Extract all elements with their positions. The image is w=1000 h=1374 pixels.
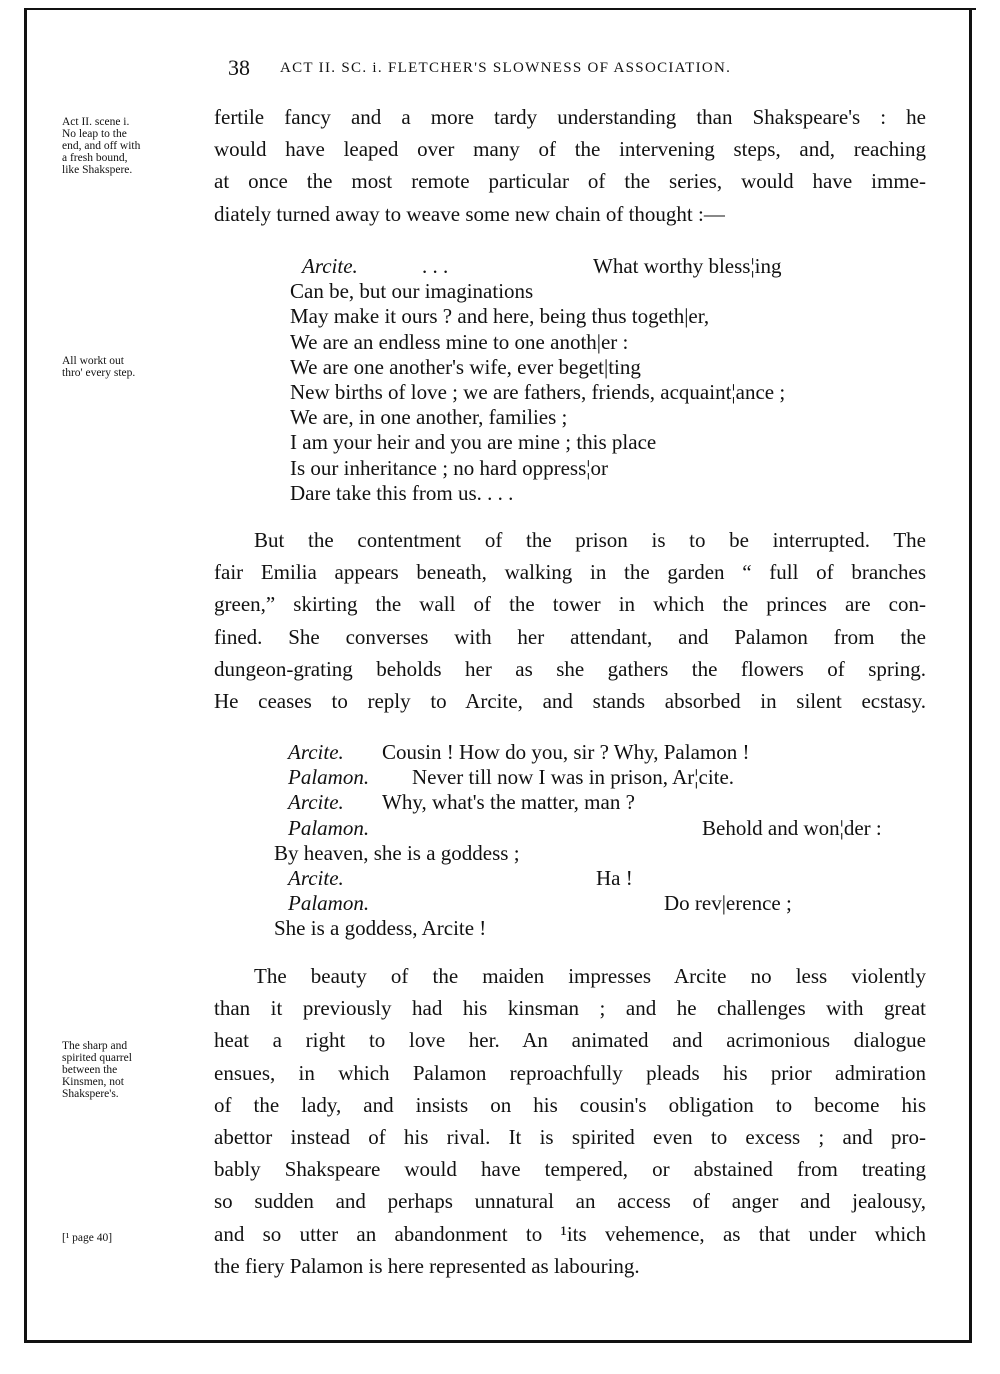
text-line: ensues, in which Palamon reproachfully pleads his prior admiration bbox=[214, 1060, 926, 1085]
text-line: heat a right to love her. An animated and acrimonious dialogue bbox=[214, 1028, 926, 1053]
verse-text: Do rev|erence ; bbox=[664, 891, 792, 916]
speaker-name: Arcite. bbox=[288, 790, 344, 815]
verse-line: She is a goddess, Arcite ! bbox=[274, 916, 487, 941]
text-line: He ceases to reply to Arcite, and stands absorbed in silent ecstasy. bbox=[214, 688, 926, 713]
text-line: so sudden and perhaps unnatural an access of anger and jealousy, bbox=[214, 1189, 926, 1214]
speaker-name: Arcite. bbox=[288, 740, 344, 764]
speaker-name: Palamon. bbox=[288, 765, 370, 790]
verse-text: Ha ! bbox=[596, 865, 633, 890]
paragraph-2 bbox=[214, 524, 926, 717]
verse-text: Why, what's the matter, man ? bbox=[382, 790, 635, 815]
text-line: at once the most remote particular of the series, would have imme- bbox=[214, 169, 926, 194]
verse-line: We are, in one another, families ; bbox=[290, 405, 568, 430]
frame-rule-bottom bbox=[24, 1340, 972, 1343]
text-line: fair Emilia appears beneath, walking in the garden “ full of branches bbox=[214, 560, 926, 585]
verse-line bbox=[274, 891, 934, 916]
verse-line: New births of love ; we are fathers, friends, acquaint¦ance ; bbox=[290, 379, 786, 404]
speaker-name: Palamon. bbox=[288, 891, 370, 916]
margin-note: All workt out thro' every step. bbox=[62, 355, 136, 379]
text-line: would have leaped over many of the intervening steps, and, reaching bbox=[214, 137, 926, 162]
text-line: But the contentment of the prison is to be interrupted. The bbox=[254, 528, 926, 552]
verse-quotation-1 bbox=[290, 254, 930, 506]
margin-note: [¹ page 40] bbox=[62, 1232, 113, 1244]
paragraph-3 bbox=[214, 960, 926, 1282]
frame-rule-right bbox=[969, 8, 972, 1342]
verse-line: Can be, but our imaginations bbox=[290, 279, 534, 304]
verse-text: Cousin ! How do you, sir ? Why, Palamon ! bbox=[382, 740, 750, 764]
ellipsis: . . . bbox=[422, 254, 449, 278]
text-line: the fiery Palamon is here represented as labouring. bbox=[214, 1253, 640, 1278]
page-number: 38 bbox=[228, 55, 250, 80]
frame-rule-left bbox=[24, 8, 27, 1342]
speaker-name: Arcite. bbox=[302, 254, 358, 278]
margin-note: Act II. scene i. No leap to the end, and off with a fresh bound, like Shakspere. bbox=[62, 116, 141, 176]
frame-rule-top bbox=[24, 8, 976, 10]
verse-line: I am your heir and you are mine ; this place bbox=[290, 430, 657, 455]
verse-quotation-2 bbox=[274, 740, 934, 942]
verse-line bbox=[274, 790, 934, 815]
margin-note: The sharp and spirited quarrel between the Kinsmen, not Shakspere's. bbox=[62, 1040, 132, 1100]
verse-text: What worthy bless¦ing bbox=[593, 254, 782, 278]
paragraph-1 bbox=[214, 101, 926, 230]
verse-line: We are one another's wife, ever beget|ting bbox=[290, 354, 641, 379]
running-title: ACT II. SC. i. FLETCHER'S SLOWNESS OF ASSOCIATION. bbox=[280, 60, 732, 76]
text-line: abettor instead of his rival. It is spirited even to excess ; and pro- bbox=[214, 1124, 926, 1149]
verse-line bbox=[290, 254, 930, 279]
text-line: of the lady, and insists on his cousin's obligation to become his bbox=[214, 1092, 926, 1117]
text-line: and so utter an abandonment to ¹its vehemence, as that under which bbox=[214, 1221, 926, 1246]
verse-text: Behold and won¦der : bbox=[702, 815, 882, 840]
verse-line: May make it ours ? and here, being thus togeth|er, bbox=[290, 304, 710, 329]
verse-line bbox=[274, 765, 934, 790]
speaker-name: Arcite. bbox=[288, 865, 344, 890]
text-line: green,” skirting the wall of the tower in which the princes are con- bbox=[214, 592, 926, 617]
text-line: bably Shakspeare would have tempered, or abstained from treating bbox=[214, 1157, 926, 1182]
verse-line: By heaven, she is a goddess ; bbox=[274, 840, 520, 865]
text-line: fined. She converses with her attendant, and Palamon from the bbox=[214, 624, 926, 649]
verse-text: Never till now I was in prison, Ar¦cite. bbox=[412, 765, 735, 790]
text-line: fertile fancy and a more tardy understanding than Shakspeare's : he bbox=[214, 105, 926, 129]
running-header bbox=[228, 55, 928, 87]
verse-line bbox=[274, 740, 934, 765]
speaker-name: Palamon. bbox=[288, 815, 370, 840]
verse-line: Is our inheritance ; no hard oppress¦or bbox=[290, 455, 608, 480]
text-line: The beauty of the maiden impresses Arcite no less violently bbox=[254, 964, 926, 988]
text-line: than it previously had his kinsman ; and he challenges with great bbox=[214, 996, 926, 1021]
verse-line bbox=[274, 866, 934, 891]
text-line: dungeon-grating beholds her as she gathers the flowers of spring. bbox=[214, 656, 926, 681]
verse-line: Dare take this from us. . . . bbox=[290, 480, 514, 505]
verse-line: We are an endless mine to one anoth|er : bbox=[290, 329, 629, 354]
verse-line bbox=[274, 816, 934, 841]
text-line: diately turned away to weave some new chain of thought :— bbox=[214, 201, 725, 226]
